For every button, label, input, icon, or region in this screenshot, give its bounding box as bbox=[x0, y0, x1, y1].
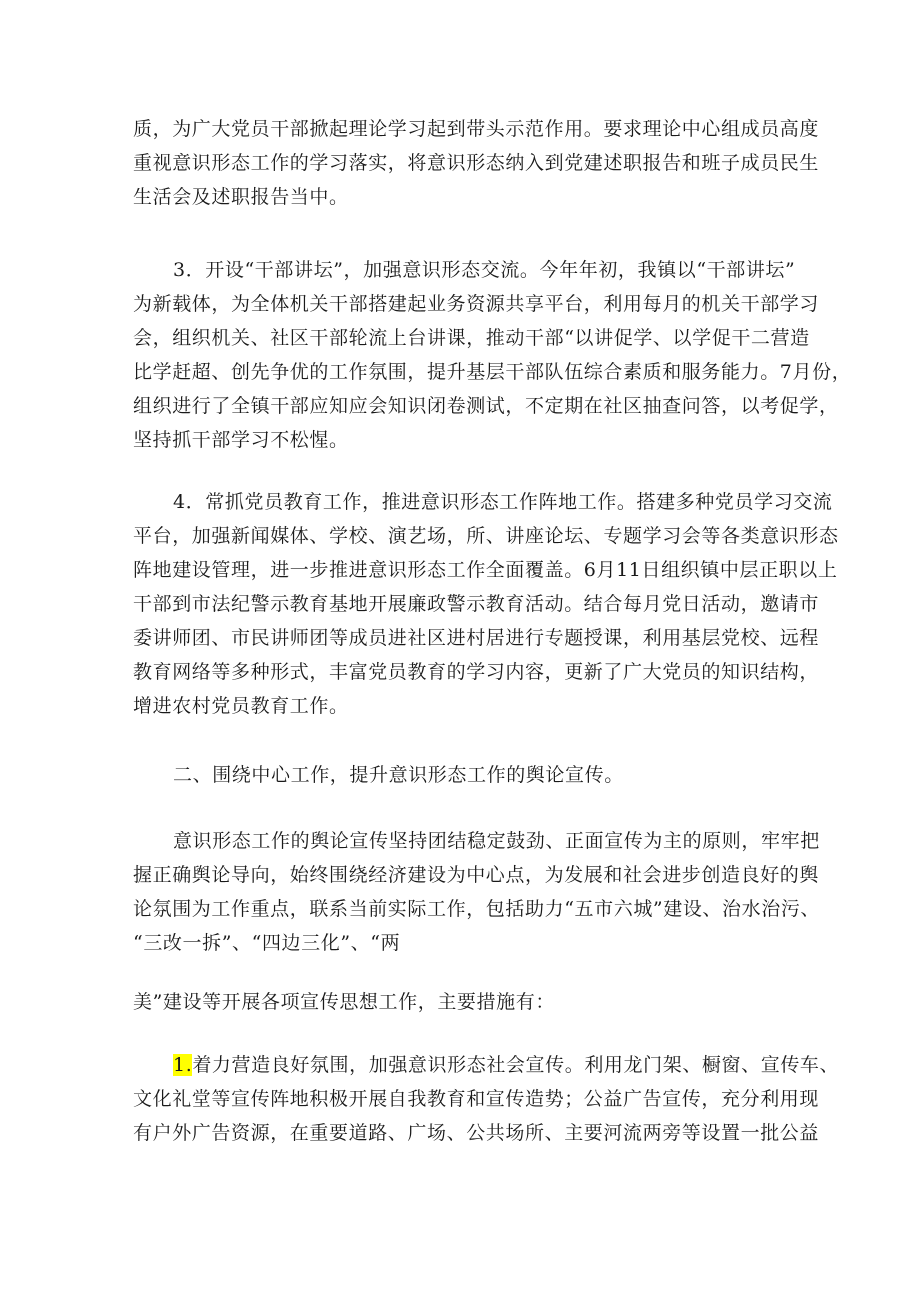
text-line: 3．开设“干部讲坛”，加强意识形态交流。今年年初，我镇以“干部讲坛” bbox=[173, 259, 796, 281]
highlighted-number: 1. bbox=[173, 1054, 193, 1076]
text-line: 握正确舆论导向，始终围绕经济建设为中心点，为发展和社会进步创造良好的舆 bbox=[133, 864, 820, 886]
text-line: 增进农村党员教育工作。 bbox=[133, 695, 349, 717]
text-line: 二、围绕中心工作，提升意识形态工作的舆论宣传。 bbox=[173, 764, 624, 786]
text-line: 平台，加强新闻媒体、学校、演艺场，所、讲座论坛、专题学习会等各类意识形态 bbox=[133, 525, 839, 547]
paragraph-item-3 bbox=[133, 253, 852, 457]
text-line bbox=[133, 1048, 840, 1082]
text-line: 教育网络等多种形式，丰富党员教育的学习内容，更新了广大党员的知识结构， bbox=[133, 661, 820, 683]
text-line: 生活会及述职报告当中。 bbox=[133, 186, 349, 208]
text-line: 会，组织机关、社区干部轮流上台讲课，推动干部“以讲促学、以学促干二营造 bbox=[133, 327, 810, 349]
text-line: 阵地建设管理，进一步推进意识形态工作全面覆盖。6月11日组织镇中层正职以上 bbox=[133, 559, 838, 581]
text-line: 组织进行了全镇干部应知应会知识闭卷测试，不定期在社区抽查问答，以考促学， bbox=[133, 395, 839, 417]
text-line: 坚持抓干部学习不松惺。 bbox=[133, 429, 349, 451]
section-heading bbox=[133, 758, 793, 792]
paragraph-continuation bbox=[133, 112, 820, 214]
text-line: 文化礼堂等宣传阵地积极开展自我教育和宣传造势；公益广告宣传，充分利用现 bbox=[133, 1088, 820, 1110]
text-line: 委讲师团、市民讲师团等成员进社区进村居进行专题授课，利用基层党校、远程 bbox=[133, 627, 820, 649]
text-line: 重视意识形态工作的学习落实，将意识形态纳入到党建述职报告和班子成员民生 bbox=[133, 152, 820, 174]
text-line: “三改一拆”、“四边三化”、“两 bbox=[133, 932, 401, 954]
text-line: 干部到市法纪警示教育基地开展廉政警示教育活动。结合每月党日活动，邀请市 bbox=[133, 593, 820, 615]
text-line: 比学赶超、创先争优的工作氛围，提升基层干部队伍综合素质和服务能力。7月份， bbox=[133, 361, 852, 383]
paragraph-item-4 bbox=[133, 485, 839, 723]
text-line: 论氛围为工作重点，联系当前实际工作，包括助力“五市六城”建设、治水治污、 bbox=[133, 898, 821, 920]
paragraph-section-intro bbox=[133, 824, 821, 960]
text-line: 意识形态工作的舆论宣传坚持团结稳定鼓劲、正面宣传为主的原则，牢牢把 bbox=[173, 830, 820, 852]
text-line: 美”建设等开展各项宣传思想工作，主要措施有： bbox=[133, 991, 555, 1013]
text-line: 为新载体，为全体机关干部搭建起业务资源共享平台，利用每月的机关干部学习 bbox=[133, 293, 820, 315]
text-line: 4．常抓党员教育工作，推进意识形态工作阵地工作。搭建多种党员学习交流 bbox=[173, 491, 833, 513]
paragraph-continuation-2 bbox=[133, 985, 793, 1019]
text-line: 有户外广告资源，在重要道路、广场、公共场所、主要河流两旁等设置一批公益 bbox=[133, 1122, 820, 1144]
text-line: 质，为广大党员干部掀起理论学习起到带头示范作用。要求理论中心组成员高度 bbox=[133, 118, 820, 140]
paragraph-item-1 bbox=[133, 1048, 840, 1150]
text-run: 着力营造良好氛围，加强意识形态社会宣传。利用龙门架、橱窗、宣传车、 bbox=[192, 1054, 840, 1076]
